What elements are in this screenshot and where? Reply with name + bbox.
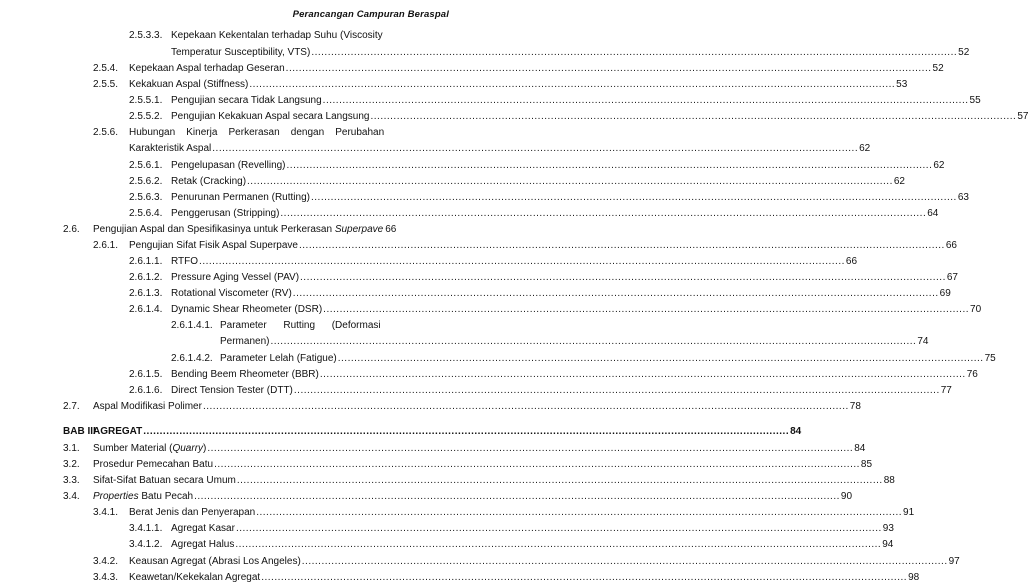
entry-number: 3.4.1.1. (129, 523, 163, 534)
entry-title: Bending Beem Rheometer (BBR) (171, 369, 319, 380)
entry-title: Parameter Lelah (Fatigue) (220, 353, 337, 364)
entry-title: Parameter Rutting (Deformasi (220, 320, 381, 331)
entry-page: 85 (860, 459, 873, 470)
entry-page: 84 (854, 443, 866, 454)
entry-number: 3.4.2. (93, 556, 119, 567)
entry-number: 2.5.6.3. (129, 192, 163, 203)
entry-title: Permanen) (220, 336, 270, 347)
leader-dots (311, 192, 957, 204)
entry-page: 62 (893, 176, 905, 187)
entry-title: Aspal Modifikasi Polimer (93, 401, 202, 412)
entry-title: Dynamic Shear Rheometer (DSR) (171, 304, 323, 315)
leader-dots (214, 459, 860, 471)
leader-dots (203, 401, 849, 413)
entry-number: 2.6.1.5. (129, 369, 163, 380)
entry-page: 55 (969, 95, 981, 106)
entry-title: Kekakuan Aspal (Stiffness) (129, 79, 249, 90)
entry-number: 2.5.4. (93, 63, 119, 74)
leader-dots (256, 507, 902, 519)
entry-title: Kepekaan Aspal terhadap Geseran (129, 63, 285, 74)
leader-dots (194, 491, 840, 503)
entry-title: RTFO (171, 256, 199, 267)
leader-dots (286, 63, 932, 75)
entry-page: 75 (984, 353, 996, 364)
entry-page: 64 (927, 208, 939, 219)
leader-dots (280, 208, 926, 220)
entry-page: 63 (957, 192, 969, 203)
entry-title: Pengujian secara Tidak Langsung (171, 95, 322, 106)
leader-dots (143, 426, 789, 438)
entry-number: 3.4.1.2. (129, 539, 163, 550)
entry-number: 2.5.3.3. (129, 30, 163, 41)
entry-title: Pengelupasan (Revelling) (171, 160, 286, 171)
entry-page: 97 (948, 556, 960, 567)
entry-title: Keausan Agregat (Abrasi Los Angeles) (129, 556, 301, 567)
leader-dots (323, 95, 969, 107)
entry-title: Keawetan/Kekekalan Agregat (129, 572, 261, 583)
entry-number: 2.5.6.1. (129, 160, 163, 171)
running-header: Perancangan Campuran Beraspal (292, 9, 449, 20)
entry-title: Retak (Cracking) (171, 176, 247, 187)
entry-page: 52 (958, 47, 970, 58)
entry-page: 62 (933, 160, 945, 171)
leader-dots (338, 353, 984, 365)
leader-dots (302, 556, 948, 568)
leader-dots (293, 288, 939, 300)
leader-dots (294, 385, 940, 397)
entry-title: Direct Tension Tester (DTT) (171, 385, 293, 396)
entry-title: Berat Jenis dan Penyerapan (129, 507, 256, 518)
entry-page: 62 (859, 143, 871, 154)
entry-page: 91 (903, 507, 915, 518)
leader-dots (249, 79, 895, 91)
entry-page: 67 (946, 272, 958, 283)
leader-dots (261, 572, 907, 584)
entry-title: Kepekaan Kekentalan terhadap Suhu (Viscosity (171, 30, 383, 41)
entry-number: 2.6.1. (93, 240, 119, 251)
entry-page: 98 (908, 572, 920, 583)
entry-page: 66 (385, 224, 397, 235)
entry-title: Temperatur Susceptibility, VTS) (171, 47, 311, 58)
chapter-title: AGREGAT (93, 426, 143, 437)
leader-dots (270, 336, 916, 348)
entry-title: Sumber Material (Quarry) (93, 443, 207, 454)
leader-dots (237, 475, 883, 487)
leader-dots (311, 47, 957, 59)
entry-number: 3.4.1. (93, 507, 119, 518)
chapter-number: BAB III (63, 426, 96, 437)
entry-number: 2.5.6. (93, 127, 119, 138)
leader-dots (320, 369, 966, 381)
entry-title: Karakteristik Aspal (129, 143, 212, 154)
entry-title: Prosedur Pemecahan Batu (93, 459, 214, 470)
entry-number: 2.6.1.2. (129, 272, 163, 283)
leader-dots (236, 523, 882, 535)
entry-number: 2.5.5.2. (129, 111, 163, 122)
entry-number: 2.6.1.4. (129, 304, 163, 315)
entry-number: 3.4. (63, 491, 80, 502)
entry-page: 77 (940, 385, 952, 396)
entry-title: Agregat Kasar (171, 523, 235, 534)
entry-number: 2.5.6.2. (129, 176, 163, 187)
entry-page: 69 (939, 288, 951, 299)
entry-number: 3.3. (63, 475, 80, 486)
entry-title: Agregat Halus (171, 539, 235, 550)
entry-number: 2.7. (63, 401, 80, 412)
entry-title: Hubungan Kinerja Perkerasan dengan Perubahan (129, 127, 385, 138)
entry-page: 66 (845, 256, 858, 267)
entry-title: Penurunan Permanen (Rutting) (171, 192, 310, 203)
entry-number: 2.6. (63, 224, 80, 235)
leader-dots (199, 256, 845, 268)
entry-page: 74 (917, 336, 929, 347)
entry-number: 3.1. (63, 443, 80, 454)
entry-number: 2.6.1.1. (129, 256, 163, 267)
entry-page: 94 (882, 539, 894, 550)
entry-page: 57 (1017, 111, 1028, 122)
leader-dots (235, 539, 881, 551)
entry-title: Rotational Viscometer (RV) (171, 288, 292, 299)
entry-number: 3.2. (63, 459, 80, 470)
leader-dots (212, 143, 858, 155)
entry-number: 2.5.5. (93, 79, 119, 90)
entry-page: 66 (945, 240, 957, 251)
entry-number: 2.6.1.3. (129, 288, 163, 299)
entry-title: Pressure Aging Vessel (PAV) (171, 272, 300, 283)
entry-page: 70 (970, 304, 982, 315)
entry-title: Pengujian Kekakuan Aspal secara Langsung (171, 111, 370, 122)
entry-number: 2.5.6.4. (129, 208, 163, 219)
leader-dots (287, 160, 933, 172)
leader-dots (207, 443, 853, 455)
entry-page: 78 (849, 401, 861, 412)
leader-dots (299, 240, 945, 252)
entry-title: Properties Batu Pecah (93, 491, 194, 502)
entry-number: 2.5.5.1. (129, 95, 163, 106)
entry-page: 52 (932, 63, 944, 74)
entry-title: Pengujian Sifat Fisik Aspal Superpave (129, 240, 298, 251)
leader-dots (370, 111, 1016, 123)
entry-title: Pengujian Aspal dan Spesifikasinya untuk Perkerasan Superpave (93, 224, 384, 235)
leader-dots (323, 304, 969, 316)
entry-number: 3.4.3. (93, 572, 119, 583)
entry-page: 84 (790, 426, 802, 437)
entry-title: Sifat-Sifat Batuan secara Umum (93, 475, 236, 486)
entry-page: 88 (883, 475, 895, 486)
entry-page: 93 (882, 523, 894, 534)
leader-dots (247, 176, 893, 188)
entry-page: 53 (896, 79, 908, 90)
entry-number: 2.6.1.4.1. (171, 320, 213, 331)
entry-page: 90 (840, 491, 853, 502)
leader-dots (300, 272, 946, 284)
entry-page: 76 (966, 369, 978, 380)
entry-number: 2.6.1.6. (129, 385, 163, 396)
entry-number: 2.6.1.4.2. (171, 353, 213, 364)
entry-title: Penggerusan (Stripping) (171, 208, 280, 219)
